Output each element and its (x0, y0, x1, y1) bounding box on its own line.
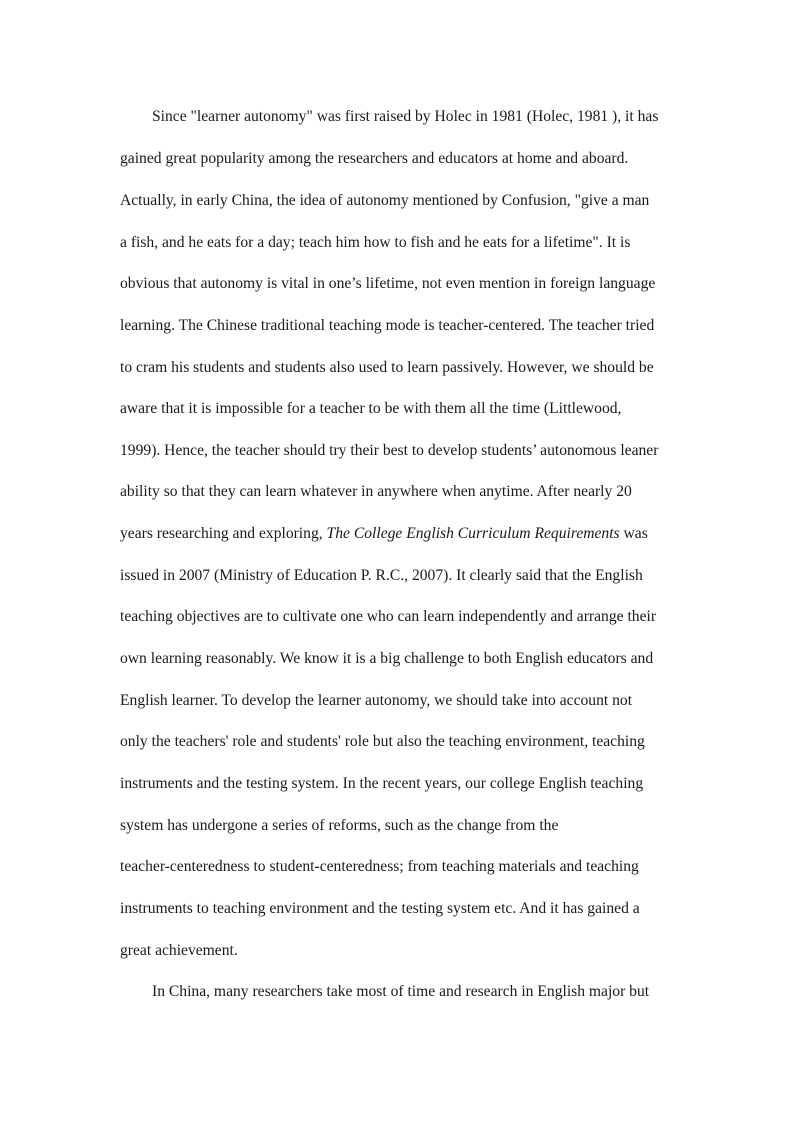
text-line: Since "learner autonomy" was first raised by Holec in 1981 (Holec, 1981 ), it has (152, 108, 659, 125)
text-line: learning. The Chinese traditional teaching mode is teacher-centered. The teacher tried (120, 317, 655, 334)
text-line: a fish, and he eats for a day; teach him how to fish and he eats for a lifetime". It is (120, 234, 631, 251)
text-line: 1999). Hence, the teacher should try their best to develop students’ autonomous leaner (120, 442, 659, 459)
text-line: to cram his students and students also used to learn passively. However, we should be (120, 359, 654, 376)
text-line (120, 525, 648, 543)
text-line: English learner. To develop the learner autonomy, we should take into account not (120, 692, 633, 709)
text-line: own learning reasonably. We know it is a big challenge to both English educators and (120, 650, 654, 667)
text-line: instruments and the testing system. In the recent years, our college English teaching (120, 775, 644, 792)
text-line: system has undergone a series of reforms, such as the change from the (120, 817, 559, 834)
text-segment: was (619, 525, 648, 542)
text-line: issued in 2007 (Ministry of Education P. R.C., 2007). It clearly said that the English (120, 567, 643, 584)
text-line: ability so that they can learn whatever in anywhere when anytime. After nearly 20 (120, 483, 632, 500)
text-line: In China, many researchers take most of time and research in English major but (152, 983, 650, 1000)
text-line: teacher-centeredness to student-centeredness; from teaching materials and teaching (120, 858, 639, 875)
text-line: obvious that autonomy is vital in one’s lifetime, not even mention in foreign language (120, 275, 656, 292)
text-line: great achievement. (120, 942, 238, 959)
text-line: gained great popularity among the researchers and educators at home and aboard. (120, 150, 629, 167)
text-line: Actually, in early China, the idea of autonomy mentioned by Confusion, "give a man (120, 192, 650, 209)
text-line: teaching objectives are to cultivate one who can learn independently and arrange their (120, 608, 657, 625)
text-line: instruments to teaching environment and the testing system etc. And it has gained a (120, 900, 640, 917)
text-line: only the teachers' role and students' role but also the teaching environment, teaching (120, 733, 645, 750)
book-title: The College English Curriculum Requirements (326, 525, 620, 542)
text-segment: years researching and exploring, (120, 525, 327, 542)
text-line: aware that it is impossible for a teacher to be with them all the time (Littlewood, (120, 400, 622, 417)
